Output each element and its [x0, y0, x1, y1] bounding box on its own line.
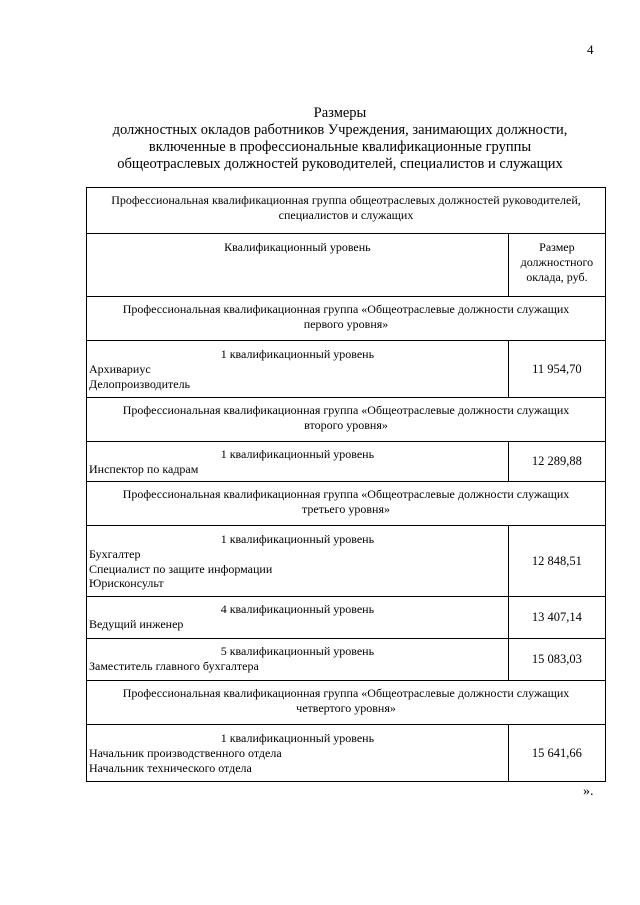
level-label: 5 квалификационный уровень — [220, 644, 375, 658]
level-label: 1 квалификационный уровень — [220, 447, 375, 461]
group-title: Профессиональная квалификационная группа «Общеотраслевые должности служащих — [122, 686, 570, 700]
position-name: Начальник производственного отдела — [89, 746, 282, 760]
page-number: 4 — [587, 42, 594, 57]
group-row — [87, 681, 606, 725]
group-row — [87, 297, 606, 341]
table-row — [87, 597, 606, 639]
level-label: 1 квалификационный уровень — [220, 731, 375, 745]
level-label: 1 квалификационный уровень — [220, 532, 375, 546]
salary-amount: 15 083,03 — [508, 639, 605, 681]
position-name: Инспектор по кадрам — [89, 462, 199, 476]
column-header-amount: оклада, руб. — [526, 270, 588, 284]
salary-amount: 11 954,70 — [508, 341, 605, 398]
table-caption-row — [87, 188, 606, 234]
group-title: четвертого уровня» — [296, 701, 396, 715]
position-name: Специалист по защите информации — [89, 561, 273, 576]
title-line: Размеры — [313, 105, 367, 121]
group-title: Профессиональная квалификационная группа «Общеотраслевые должности служащих — [122, 403, 570, 417]
table-row — [87, 442, 606, 482]
column-header-amount: должностного — [520, 255, 594, 269]
title-line: включенные в профессиональные квалификационные группы — [148, 139, 532, 155]
document-title — [80, 105, 600, 173]
position-name: Ведущий инженер — [89, 617, 184, 631]
position-name: Начальник технического отдела — [89, 760, 252, 775]
title-line: общеотраслевых должностей руководителей, специалистов и служащих — [117, 156, 563, 172]
title-line: должностных окладов работников Учреждения, занимающих должности, — [112, 122, 568, 138]
column-header-level: Квалификационный уровень — [224, 240, 371, 254]
column-header-amount: Размер — [539, 240, 575, 254]
column-header-row — [87, 234, 606, 297]
table-row — [87, 639, 606, 681]
position-name: Юрисконсульт — [89, 576, 164, 590]
group-row — [87, 482, 606, 526]
salary-table — [86, 187, 606, 782]
closing-quote: ». — [583, 784, 594, 799]
group-title: Профессиональная квалификационная группа «Общеотраслевые должности служащих — [122, 302, 570, 316]
level-label: 1 квалификационный уровень — [220, 347, 375, 361]
group-title: первого уровня» — [303, 317, 389, 331]
position-name: Архивариус — [89, 362, 151, 376]
table-row — [87, 526, 606, 597]
position-name: Делопроизводитель — [89, 376, 191, 391]
salary-amount: 12 289,88 — [508, 442, 605, 482]
group-title: второго уровня» — [304, 418, 388, 432]
table-row — [87, 341, 606, 398]
group-title: Профессиональная квалификационная группа «Общеотраслевые должности служащих — [122, 487, 570, 501]
table-row — [87, 725, 606, 782]
position-name: Бухгалтер — [89, 547, 141, 561]
salary-amount: 12 848,51 — [508, 526, 605, 597]
level-label: 4 квалификационный уровень — [220, 602, 375, 616]
position-name: Заместитель главного бухгалтера — [89, 659, 259, 673]
group-row — [87, 398, 606, 442]
group-title: третьего уровня» — [302, 502, 390, 516]
table-caption: Профессиональная квалификационная группа общеотраслевых должностей руководителей, — [111, 193, 581, 207]
salary-amount: 15 641,66 — [508, 725, 605, 782]
table-caption: специалистов и служащих — [278, 208, 414, 222]
salary-amount: 13 407,14 — [508, 597, 605, 639]
